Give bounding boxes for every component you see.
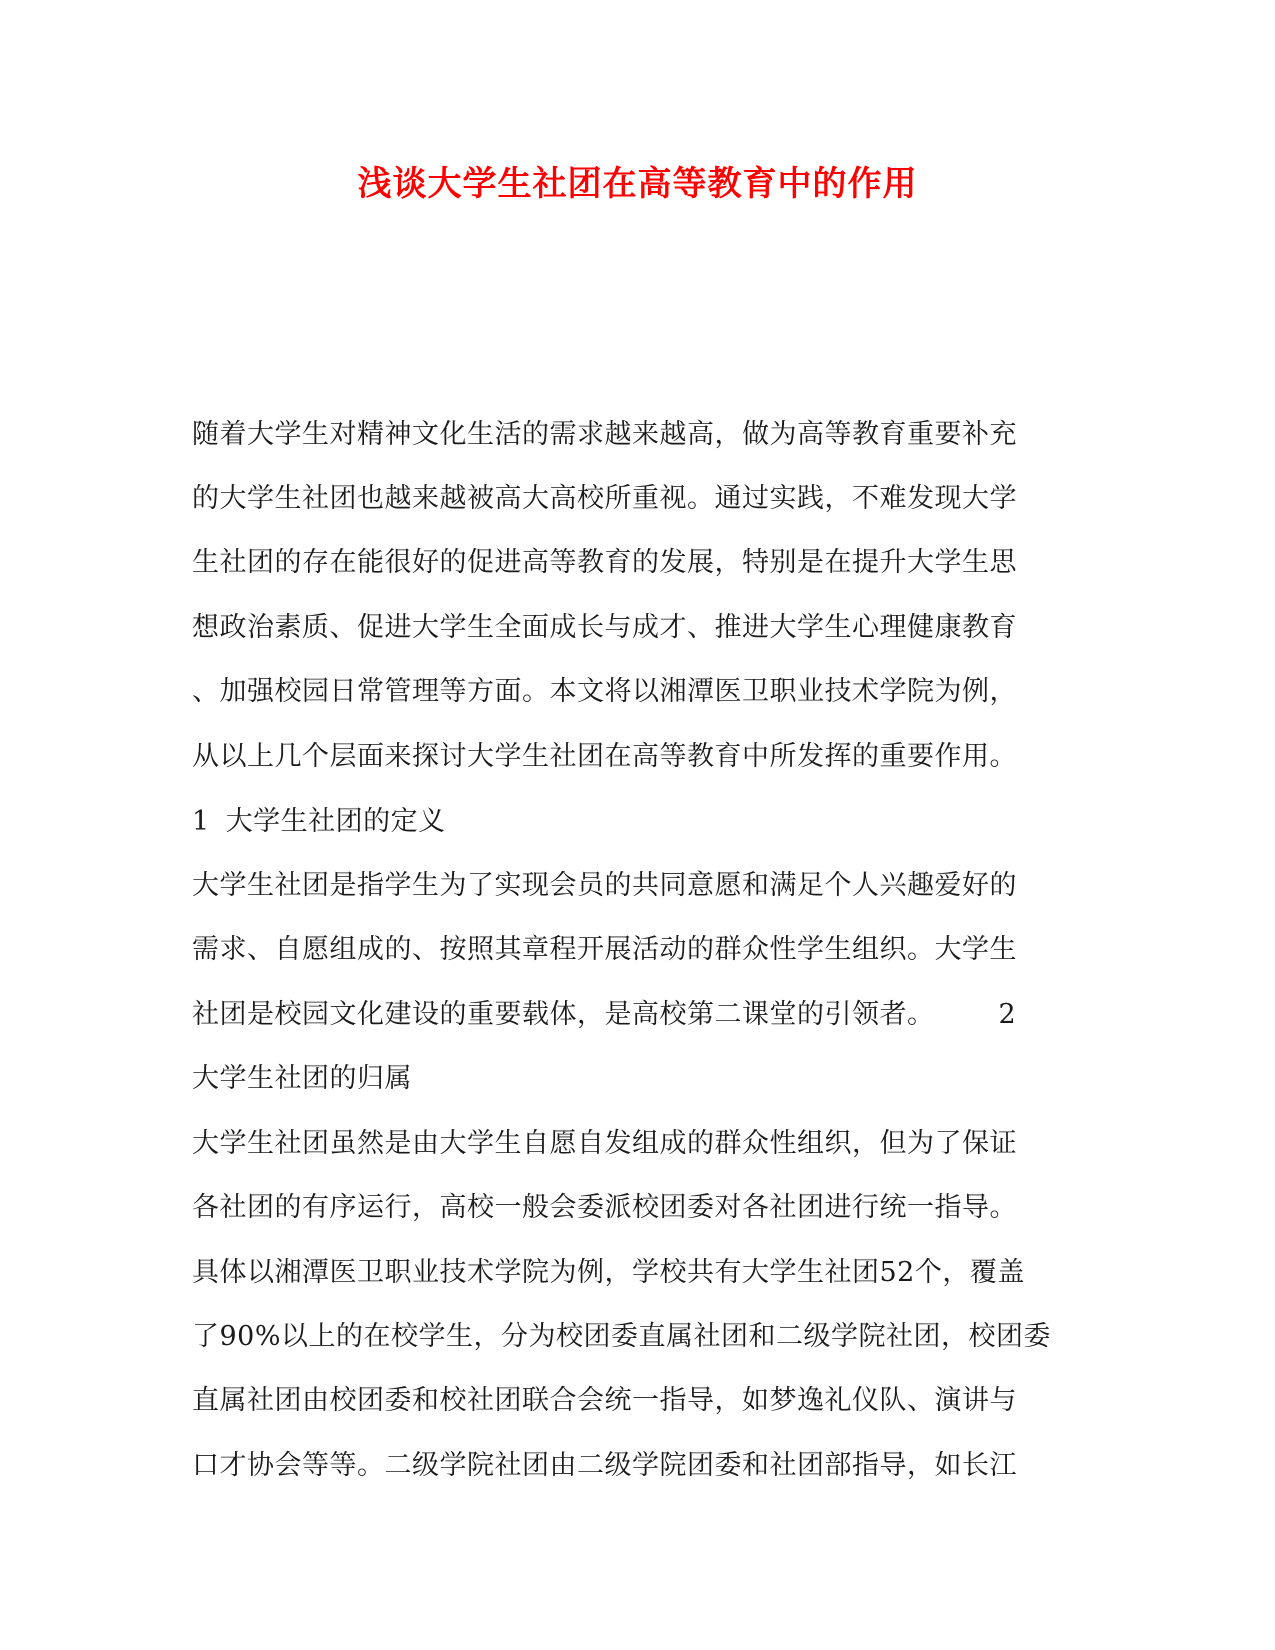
section-number: 2 bbox=[998, 999, 1017, 1030]
paragraph-line: 了90%以上的在校学生，分为校团委直属社团和二级学院社团，校团委 bbox=[192, 1321, 1052, 1352]
paragraph-line: 需求、自愿组成的、按照其章程开展活动的群众性学生组织。大学生 bbox=[192, 934, 1017, 965]
paragraph-line: 生社团的存在能很好的促进高等教育的发展，特别是在提升大学生思 bbox=[192, 547, 1017, 578]
paragraph-line: 从以上几个层面来探讨大学生社团在高等教育中所发挥的重要作用。 bbox=[192, 741, 1017, 772]
section-number: 1 bbox=[192, 806, 210, 837]
section-title: 大学生社团的归属 bbox=[192, 1063, 412, 1094]
paragraph-line: 各社团的有序运行，高校一般会委派校团委对各社团进行统一指导。 bbox=[192, 1192, 1017, 1223]
paragraph-line: 想政治素质、促进大学生全面成长与成才、推进大学生心理健康教育 bbox=[192, 612, 1017, 643]
document-title: 浅谈大学生社团在高等教育中的作用 bbox=[357, 164, 918, 204]
paragraph-line: 大学生社团虽然是由大学生自愿自发组成的群众性组织，但为了保证 bbox=[192, 1128, 1017, 1159]
section-heading bbox=[192, 802, 446, 842]
paragraph-line bbox=[192, 995, 1016, 1035]
paragraph-line: 随着大学生对精神文化生活的需求越来越高，做为高等教育重要补充 bbox=[192, 419, 1017, 450]
paragraph-line: 大学生社团是指学生为了实现会员的共同意愿和满足个人兴趣爱好的 bbox=[192, 870, 1017, 901]
section-title: 大学生社团的定义 bbox=[225, 806, 446, 837]
paragraph-line: 具体以湘潭医卫职业技术学院为例，学校共有大学生社团52个，覆盖 bbox=[192, 1257, 1025, 1288]
paragraph-text: 社团是校园文化建设的重要载体，是高校第二课堂的引领者。 bbox=[192, 999, 935, 1030]
paragraph-line: 的大学生社团也越来越被高大高校所重视。通过实践，不难发现大学 bbox=[192, 483, 1017, 514]
paragraph-line: 直属社团由校团委和校社团联合会统一指导，如梦逸礼仪队、演讲与 bbox=[192, 1385, 1017, 1416]
paragraph-line: 口才协会等等。二级学院社团由二级学院团委和社团部指导，如长江 bbox=[192, 1450, 1017, 1481]
paragraph-line: 、加强校园日常管理等方面。本文将以湘潭医卫职业技术学院为例， bbox=[192, 676, 1017, 707]
